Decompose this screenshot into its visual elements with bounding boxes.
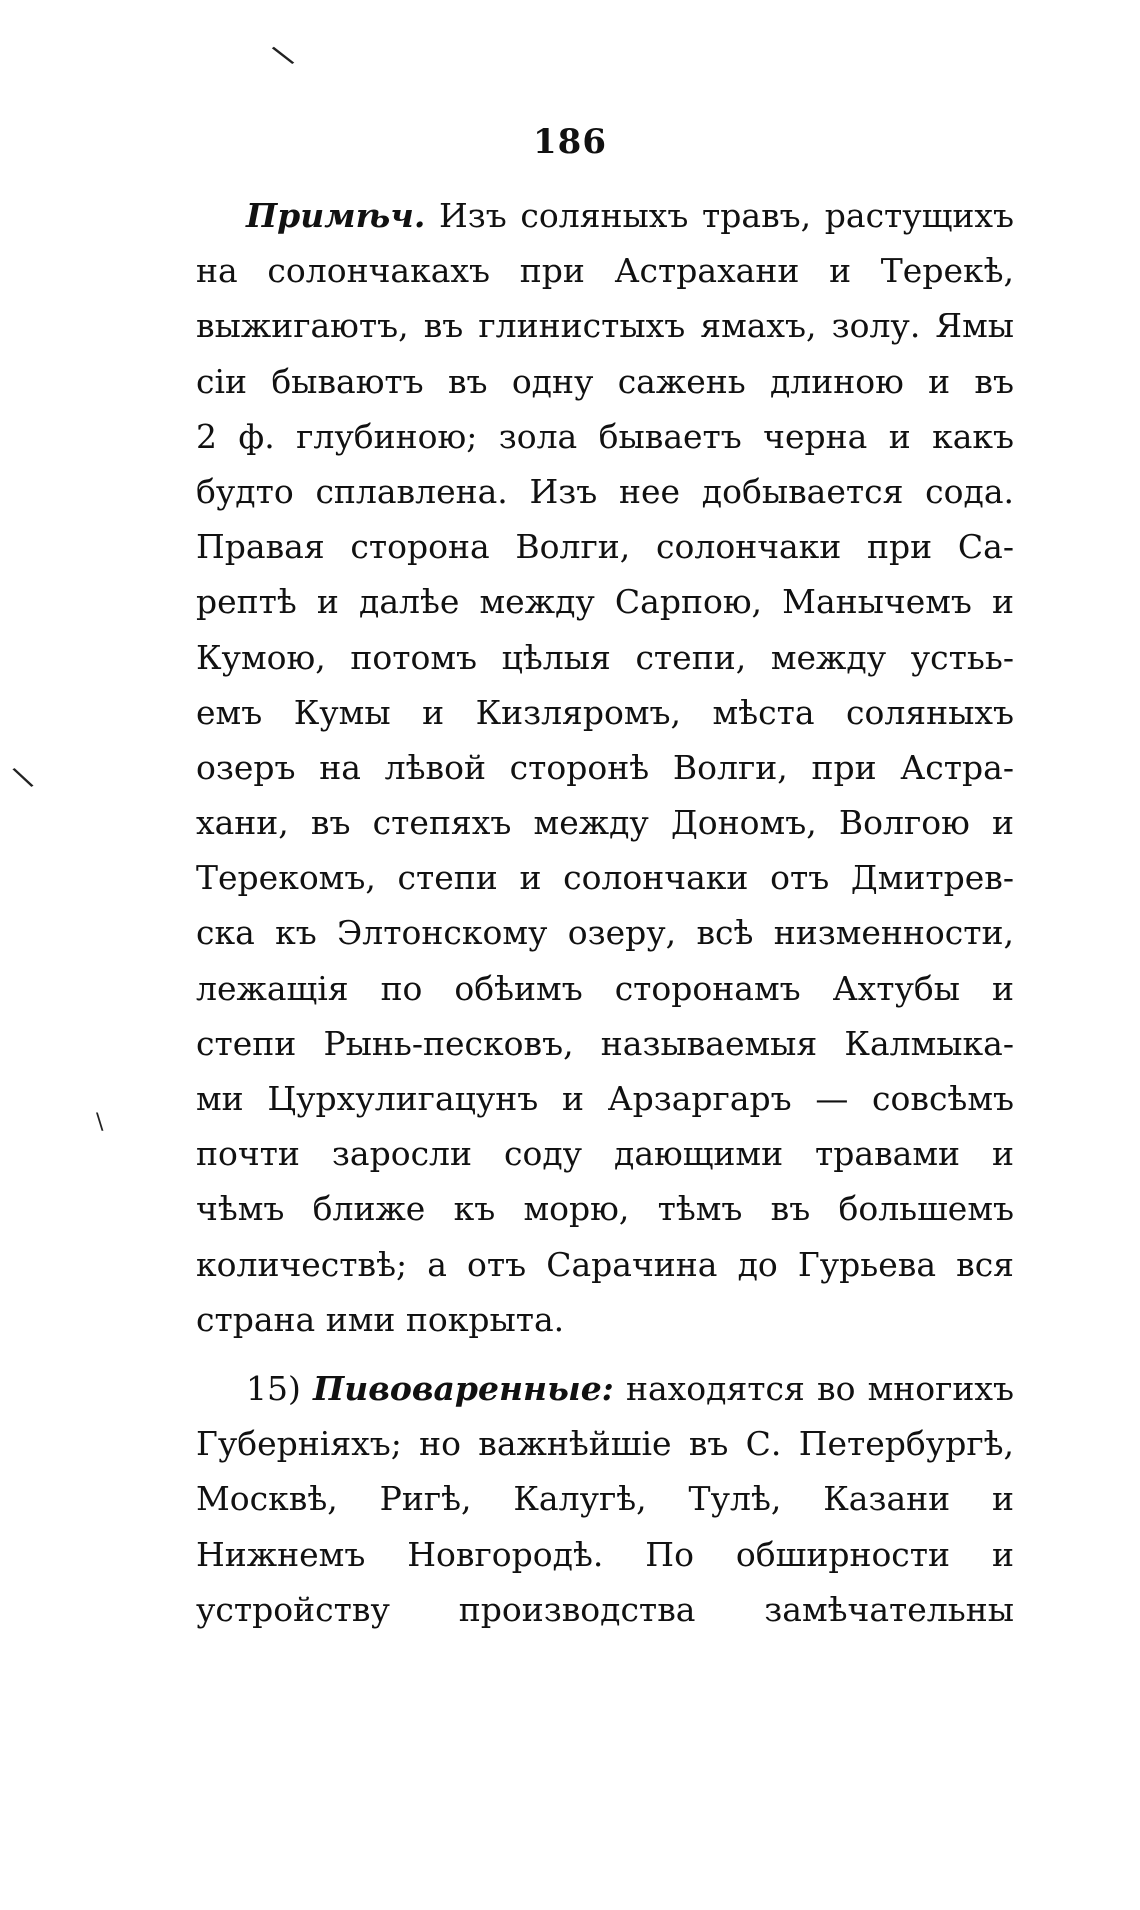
section-15-line: Губерніяхъ; но важнѣйшіе въ С. Петербургѣ, xyxy=(196,1424,1014,1464)
note-line: почти заросли соду дающими травами и xyxy=(196,1134,1014,1174)
section-15-line: Москвѣ, Ригѣ, Калугѣ, Тулѣ, Казани и xyxy=(196,1479,1014,1519)
stray-mark: \ xyxy=(9,759,37,796)
note-line: выжигаютъ, въ глинистыхъ ямахъ, золу. Ямы xyxy=(196,306,1014,346)
section-15-number: 15) xyxy=(246,1368,301,1408)
note-line-text: Изъ соляныхъ травъ, растущихъ xyxy=(438,196,1014,235)
note-line-1 xyxy=(196,188,1014,243)
note-line: лежащія по обѣимъ сторонамъ Ахтубы и xyxy=(196,968,1014,1008)
note-line: емъ Кумы и Кизляромъ, мѣста соляныхъ xyxy=(196,692,1014,732)
section-15-line-text: находятся во многихъ xyxy=(626,1368,1014,1408)
note-line: на солончакахъ при Астрахани и Терекѣ, xyxy=(196,251,1014,291)
note-line: будто сплавлена. Изъ нее добывается сода. xyxy=(196,471,1014,511)
note-line: количествѣ; а отъ Сарачина до Гурьева вся xyxy=(196,1244,1014,1284)
section-15-line: устройству производства замѣчательны xyxy=(196,1589,1014,1629)
body-text xyxy=(196,188,1014,1637)
stray-mark: \ xyxy=(268,38,298,73)
note-line: Терекомъ, степи и солончаки отъ Дмитрев- xyxy=(196,858,1014,898)
note-line: чѣмъ ближе къ морю, тѣмъ въ большемъ xyxy=(196,1189,1014,1229)
section-15-line: Нижнемъ Новгородѣ. По обширности и xyxy=(196,1534,1014,1574)
note-line: степи Рынь-песковъ, называемыя Калмыка- xyxy=(196,1023,1014,1063)
note-line: ми Цурхулигацунъ и Арзаргаръ — совсѣмъ xyxy=(196,1079,1014,1118)
page-number: 186 xyxy=(533,122,607,162)
note-line: страна ими покрыта. xyxy=(196,1299,565,1339)
note-line: ска къ Элтонскому озеру, всѣ низменности, xyxy=(196,913,1014,953)
section-15-lead: Пивоваренные: xyxy=(313,1368,614,1408)
note-lead: Примѣч. xyxy=(246,196,426,235)
note-line: озеръ на лѣвой сторонѣ Волги, при Астра- xyxy=(196,747,1014,787)
stray-mark: \ xyxy=(96,1110,104,1135)
paragraph-gap xyxy=(196,1347,1014,1361)
note-line: рептѣ и далѣе между Сарпою, Манычемъ и xyxy=(196,582,1014,622)
note-line: Кумою, потомъ цѣлыя степи, между устьь- xyxy=(196,637,1014,677)
note-line: сіи бываютъ въ одну сажень длиною и въ xyxy=(196,361,1014,401)
note-line: 2 ф. глубиною; зола бываетъ черна и какъ xyxy=(196,416,1014,456)
section-15-line-1 xyxy=(196,1361,1014,1416)
note-line: Правая сторона Волги, солончаки при Са- xyxy=(196,527,1014,567)
note-line: хани, въ степяхъ между Дономъ, Волгою и xyxy=(196,803,1014,843)
